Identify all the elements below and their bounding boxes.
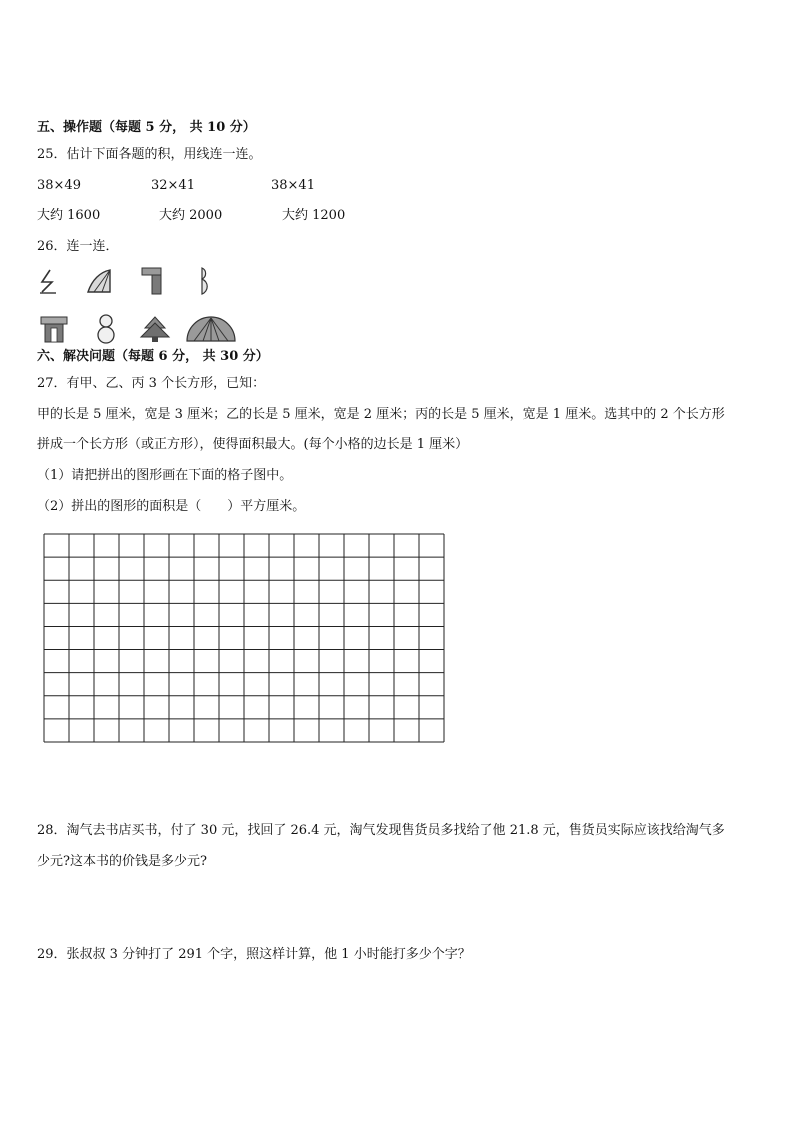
question-28-line-1: 28．淘气去书店买书，付了 30 元，找回了 26.4 元，淘气发现售货员多找给了他 21.8 元，售货员实际应该找给淘气多 bbox=[37, 823, 725, 838]
full-umbrella-icon bbox=[185, 315, 237, 343]
question-29: 29．张叔叔 3 分钟打了 291 个字，照这样计算，他 1 小时能打多少个字？ bbox=[37, 947, 471, 962]
question-26: 26．连一连． bbox=[37, 239, 119, 254]
answer-grid[interactable] bbox=[43, 533, 445, 743]
expression-2: 32×41 bbox=[151, 178, 195, 193]
estimate-3: 大约 1200 bbox=[282, 208, 346, 223]
section-6-heading: 六、解决问题（每题 6 分， 共 30 分） bbox=[37, 349, 269, 364]
half-umbrella-icon bbox=[86, 268, 114, 294]
expression-1: 38×49 bbox=[37, 178, 81, 193]
expression-3: 38×41 bbox=[271, 178, 315, 193]
half-snowman-icon bbox=[194, 266, 208, 296]
question-27-part-2: （2）拼出的图形的面积是（ ）平方厘米。 bbox=[37, 499, 306, 514]
full-snowman-icon bbox=[93, 313, 119, 345]
question-27-line-2: 拼成一个长方形（或正方形），使得面积最大。(每个小格的边长是 1 厘米） bbox=[37, 437, 469, 452]
section-5-heading: 五、操作题（每题 5 分， 共 10 分） bbox=[37, 120, 256, 135]
question-25: 25．估计下面各题的积，用线连一连。 bbox=[37, 147, 262, 162]
full-tree-icon bbox=[139, 315, 171, 343]
question-28-line-2: 少元?这本书的价钱是多少元? bbox=[37, 854, 207, 869]
half-shape-zigzag-icon bbox=[38, 268, 60, 296]
half-stool-icon bbox=[141, 266, 163, 296]
question-27-intro: 27．有甲、乙、丙 3 个长方形，已知： bbox=[37, 376, 266, 391]
full-stool-icon bbox=[39, 314, 69, 344]
question-27-line-1: 甲的长是 5 厘米，宽是 3 厘米；乙的长是 5 厘米，宽是 2 厘米；丙的长是 5 厘米，宽是 1 厘米。选其中的 2 个长方形 bbox=[37, 407, 725, 422]
estimate-1: 大约 1600 bbox=[37, 208, 101, 223]
estimate-2: 大约 2000 bbox=[159, 208, 223, 223]
question-27-part-1: （1）请把拼出的图形画在下面的格子图中。 bbox=[37, 468, 293, 483]
